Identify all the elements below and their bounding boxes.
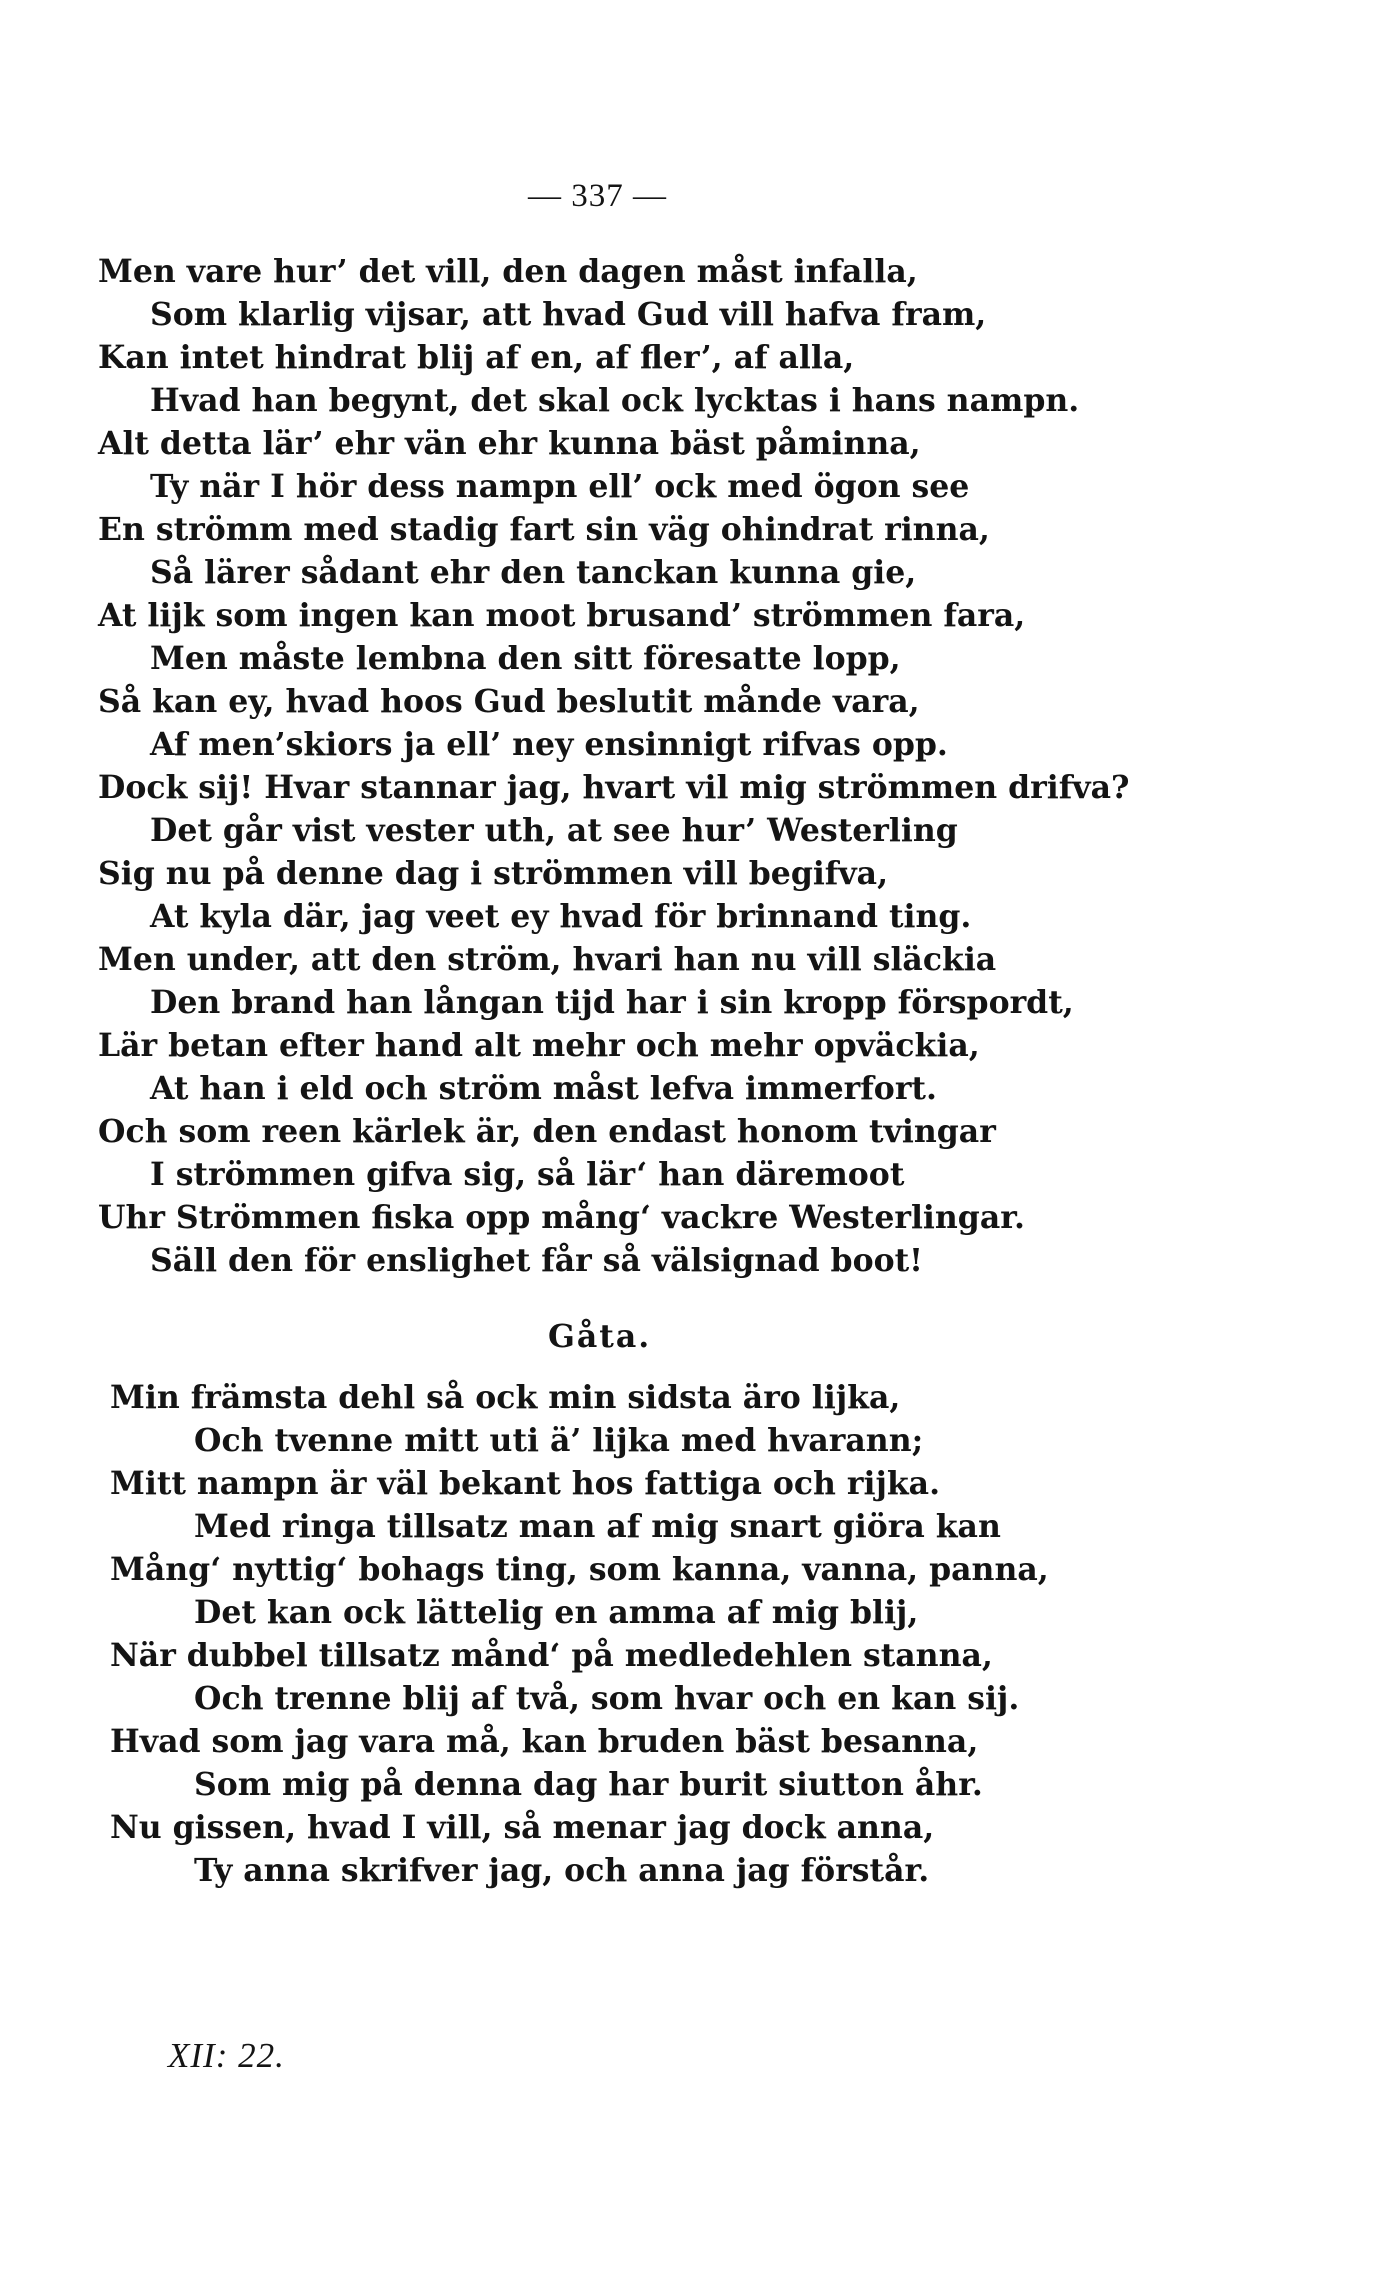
poem-line: Som klarlig vijsar, att hvad Gud vill hafva fram,	[150, 296, 987, 333]
signature-mark: XII: 22.	[168, 2036, 285, 2075]
riddle-line: Ty anna skrifver jag, och anna jag förstår.	[194, 1852, 930, 1889]
poem-line: Men under, att den ström, hvari han nu vill släckia	[98, 941, 997, 978]
riddle-line: Och trenne blij af två, som hvar och en kan sij.	[194, 1680, 1020, 1717]
poem-line: At lijk som ingen kan moot brusand’ strömmen fara,	[98, 597, 1026, 634]
poem-line: At han i eld och ström måst lefva immerfort.	[150, 1070, 937, 1107]
riddle-line: Som mig på denna dag har burit siutton åhr.	[194, 1766, 983, 1803]
riddle-line: När dubbel tillsatz månd‘ på medledehlen stanna,	[110, 1637, 993, 1674]
riddle-line: Med ringa tillsatz man af mig snart giöra kan	[194, 1508, 1001, 1545]
poem-line: Så kan ey, hvad hoos Gud beslutit månde vara,	[98, 683, 920, 720]
poem-line: Dock sij! Hvar stannar jag, hvart vil mig strömmen drifva?	[98, 769, 1130, 806]
page-number: — 337 —	[528, 178, 667, 214]
riddle-line: Nu gissen, hvad I vill, så menar jag dock anna,	[110, 1809, 935, 1846]
poem-line: En strömm med stadig fart sin väg ohindrat rinna,	[98, 511, 990, 548]
poem-line: Men vare hur’ det vill, den dagen måst infalla,	[98, 253, 918, 290]
riddle-line: Mitt nampn är väl bekant hos fattiga och rijka.	[110, 1465, 941, 1502]
poem-line: Men måste lembna den sitt föresatte lopp,	[150, 640, 901, 677]
poem-line: Sig nu på denne dag i strömmen vill begifva,	[98, 855, 889, 892]
poem-line: Uhr Strömmen fiska opp mång‘ vackre Westerlingar.	[98, 1199, 1025, 1236]
riddle-line: Det kan ock lättelig en amma af mig blij,	[194, 1594, 919, 1631]
poem-line: Och som reen kärlek är, den endast honom tvingar	[98, 1113, 996, 1150]
poem-line: Det går vist vester uth, at see hur’ Westerling	[150, 812, 958, 849]
poem-line: I strömmen gifva sig, så lär‘ han däremoot	[150, 1156, 905, 1193]
riddle-title: Gåta.	[548, 1318, 652, 1355]
riddle-line: Och tvenne mitt uti ä’ lijka med hvarann;	[194, 1422, 924, 1459]
poem-line: At kyla där, jag veet ey hvad för brinnand ting.	[150, 898, 972, 935]
poem-line: Alt detta lär’ ehr vän ehr kunna bäst påminna,	[98, 425, 921, 462]
riddle-line: Min främsta dehl så ock min sidsta äro lijka,	[110, 1379, 901, 1416]
poem-line: Ty när I hör dess nampn ell’ ock med ögon see	[150, 468, 970, 505]
poem-line: Af men’skiors ja ell’ ney ensinnigt rifvas opp.	[150, 726, 948, 763]
riddle-line: Mång‘ nyttig‘ bohags ting, som kanna, vanna, panna,	[110, 1551, 1049, 1588]
poem-line: Så lärer sådant ehr den tanckan kunna gie,	[150, 554, 917, 591]
poem-line: Säll den för enslighet får så välsignad boot!	[150, 1242, 923, 1279]
poem-line: Den brand han långan tijd har i sin kropp förspordt,	[150, 984, 1074, 1021]
riddle-line: Hvad som jag vara må, kan bruden bäst besanna,	[110, 1723, 979, 1760]
poem-line: Hvad han begynt, det skal ock lycktas i hans nampn.	[150, 382, 1080, 419]
poem-line: Lär betan efter hand alt mehr och mehr opväckia,	[98, 1027, 980, 1064]
poem-line: Kan intet hindrat blij af en, af fler’, af alla,	[98, 339, 855, 376]
